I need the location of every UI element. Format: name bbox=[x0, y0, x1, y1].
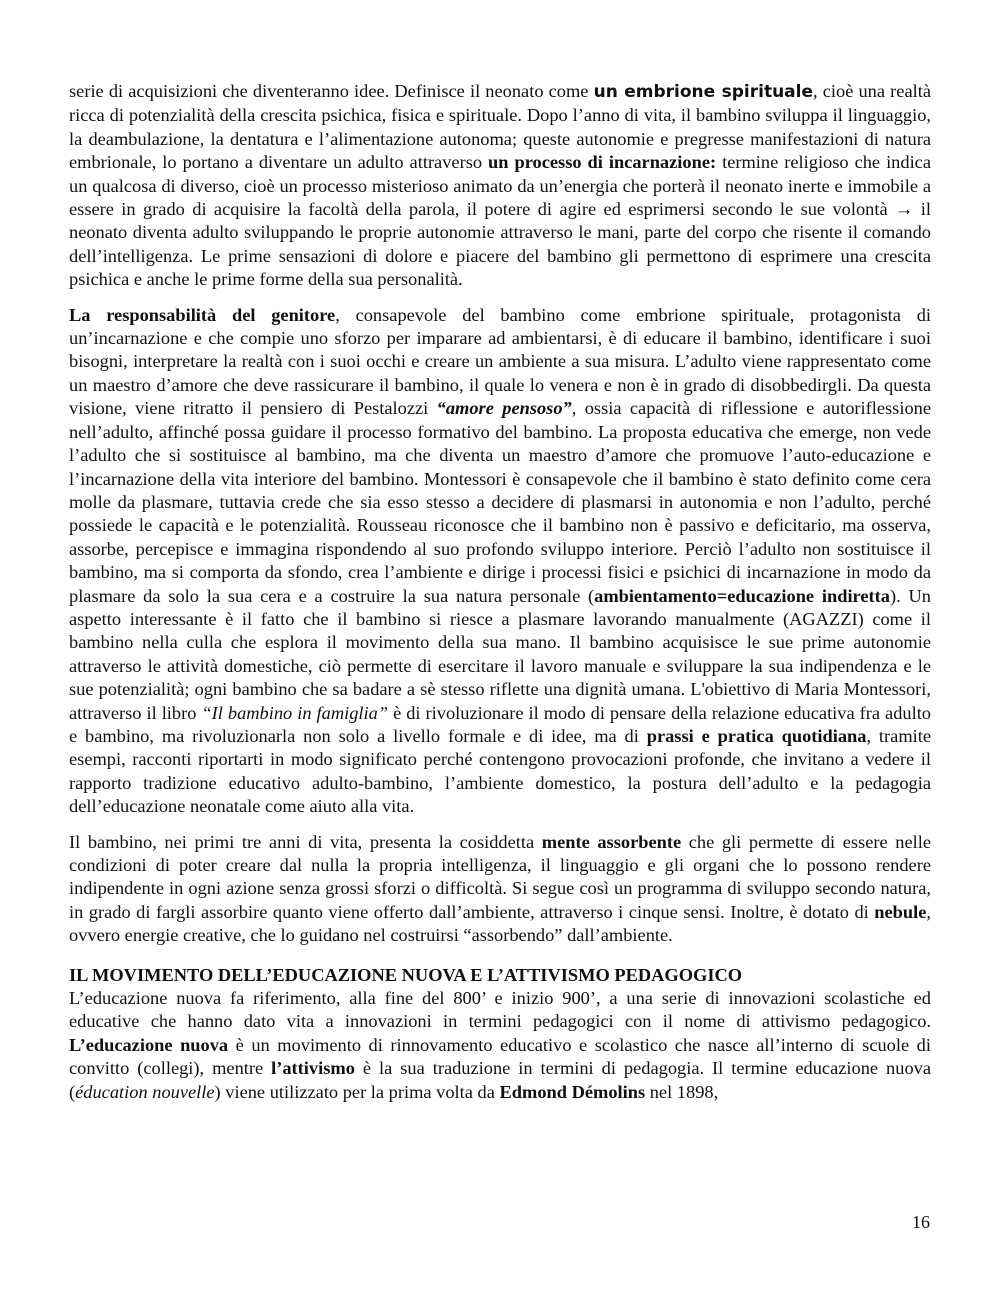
document-page bbox=[69, 80, 931, 1104]
text-run: , ovvero energie creative, che lo guidano nel costruirsi “assorbendo” dall’ambiente. bbox=[69, 901, 931, 946]
emphasized-text: “Il bambino in famiglia” bbox=[201, 702, 389, 723]
text-run: , cioè una realtà ricca di potenzialità della crescita psichica, fisica e spirituale. Dopo l’anno di vita, il bambino sviluppa il linguaggio, la deambulazione, la dentatura e l’alimentazione autonoma; queste autonomie e pregresse manifestazioni di natura embrionale, lo portano a diventare un adulto attraverso bbox=[69, 81, 931, 173]
text-run: , consapevole del bambino come embrione spirituale, protagonista di un’incarnazione e che compie uno sforzo per imparare ad ambientarsi, è di educare il bambino, identificare i suoi bisogni, interpretare la realtà con i suoi occhi e creare un ambiente a sua misura. L’adulto viene rappresentato come un maestro d’amore che deve rassicurare il bambino, il quale lo venera e non è in grado di disobbedirgli. Da questa visione, viene ritratto il pensiero di Pestalozzi bbox=[69, 304, 932, 419]
paragraph-responsabilita-genitore bbox=[69, 304, 931, 819]
paragraph-mente-assorbente bbox=[69, 831, 931, 948]
emphasized-text: l’attivismo bbox=[271, 1058, 355, 1079]
emphasized-text: L’educazione nuova bbox=[69, 1034, 229, 1055]
emphasized-text: “amore pensoso” bbox=[436, 398, 572, 419]
text-run: è di rivoluzionare il modo di pensare della relazione educativa fra adulto e bambino, ma rivoluzionarla non solo a livello formale e di idee, ma di bbox=[69, 702, 931, 746]
text-run: che gli permette di essere nelle condizioni di poter creare dal nulla la propria intelligenza, il linguaggio e gli organi che lo possono rendere indipendente in ogni azione senza grossi sforzi o difficoltà. Si segue così un programma di sviluppo secondo natura, in grado di fargli assorbire quanto viene offerto dall’ambiente, attraverso i cinque sensi. Inoltre, è dotato di bbox=[69, 831, 931, 922]
section-heading: IL MOVIMENTO DELL’EDUCAZIONE NUOVA E L’ATTIVISMO PEDAGOGICO bbox=[69, 964, 743, 985]
text-run: nel 1898, bbox=[645, 1081, 719, 1102]
emphasized-text: La responsabilità del genitore bbox=[69, 304, 336, 325]
page-number: 16 bbox=[912, 1212, 930, 1232]
text-run: , tramite esempi, racconti riportarti in modo significato perché contengono provocazioni profonde, che invitano a vedere il rapporto tradizione educativo adulto-bambino, l’ambiente domestico, la postura dell’adulto e la pedagogia dell’educazione neonatale come aiuto alla vita. bbox=[69, 725, 932, 817]
emphasized-text: éducation nouvelle bbox=[75, 1081, 215, 1102]
paragraph-educazione-nuova bbox=[69, 987, 931, 1104]
emphasized-text: nebule bbox=[874, 901, 927, 922]
emphasized-text: mente assorbente bbox=[541, 831, 682, 852]
emphasized-text: un processo di incarnazione: bbox=[488, 152, 717, 173]
text-run: L’educazione nuova fa riferimento, alla fine del 800’ e inizio 900’, a una serie di innovazioni scolastiche ed educative che hanno dato vita a innovazioni in termini pedagogici con il nome di attivismo pedagogico. bbox=[69, 988, 931, 1032]
text-run: , ossia capacità di riflessione e autoriflessione nell’adulto, affinché possa guidare il processo formativo del bambino. La proposta educativa che emerge, non vede l’adulto che si sostituisce al bambino, ma che diventa un maestro d’amore che promuove l’auto-educazione e l’incarnazione della vita interiore del bambino. Montessori è consapevole che il bambino è stato definito come cera molle da plasmare, tuttavia crede che sia esso stesso a decidere di plasmarsi in autonomia e non l’adulto, perché possiede le capacità e le potenzialità. Rousseau riconosce che il bambino non è passivo e deficitario, ma osserva, assorbe, percepisce e immagina rispondendo al suo profondo sviluppo interiore. Perciò l’adulto non sostituisce il bambino, ma si comporta da sfondo, crea l’ambiente e dirige i processi fisici e psichici di incarnazione in modo da plasmare da solo la sua cera e a costruire la sua natura personale ( bbox=[69, 398, 931, 606]
text-run: ). Un aspetto interessante è il fatto che il bambino si riesce a plasmare lavorando manualmente (AGAZZI) come il bambino nella culla che esplora il movimento della sua mano. Il bambino acquisisce le sue prime autonomie attraverso le attività domestiche, ciò permette di esercitare il lavoro manuale e sviluppare la sua indipendenza e le sue potenzialità; ogni bambino che sa badare a sè stesso riflette una dignità umana. L'obiettivo di Maria Montessori, attraverso il libro bbox=[69, 585, 931, 723]
text-run: Il bambino, nei primi tre anni di vita, presenta la cosiddetta bbox=[69, 831, 542, 852]
text-run: ) viene utilizzato per la prima volta da bbox=[214, 1081, 500, 1102]
paragraph-embrione-spirituale bbox=[69, 80, 931, 292]
text-run: è la sua traduzione in termini di pedagogia. Il termine educazione nuova ( bbox=[69, 1058, 931, 1102]
emphasized-text: un embrione spirituale bbox=[593, 82, 814, 102]
text-run: termine religioso che indica un qualcosa di diverso, cioè un processo misterioso animato da un’energia che porterà il neonato inerte e immobile a essere in grado di acquisire la facoltà della parola, il potere di agire ed esprimersi secondo le sue volontà → il neonato diventa adulto sviluppando le proprie autonomie attraverso le mani, parte del corpo che risente il comando dell’intelligenza. Le prime sensazioni di dolore e piacere del bambino gli permettono di esprimere una crescita psichica e anche le prime forme della sua personalità. bbox=[69, 152, 932, 290]
emphasized-text: Edmond Démolins bbox=[499, 1081, 646, 1102]
emphasized-text: prassi e pratica quotidiana bbox=[646, 725, 867, 746]
text-run: serie di acquisizioni che diventeranno idee. Definisce il neonato come bbox=[69, 81, 594, 101]
text-run: è un movimento di rinnovamento educativo e scolastico che nasce all’interno di scuole di convitto (collegi), mentre bbox=[69, 1034, 931, 1079]
emphasized-text: ambientamento=educazione indiretta bbox=[594, 585, 890, 606]
